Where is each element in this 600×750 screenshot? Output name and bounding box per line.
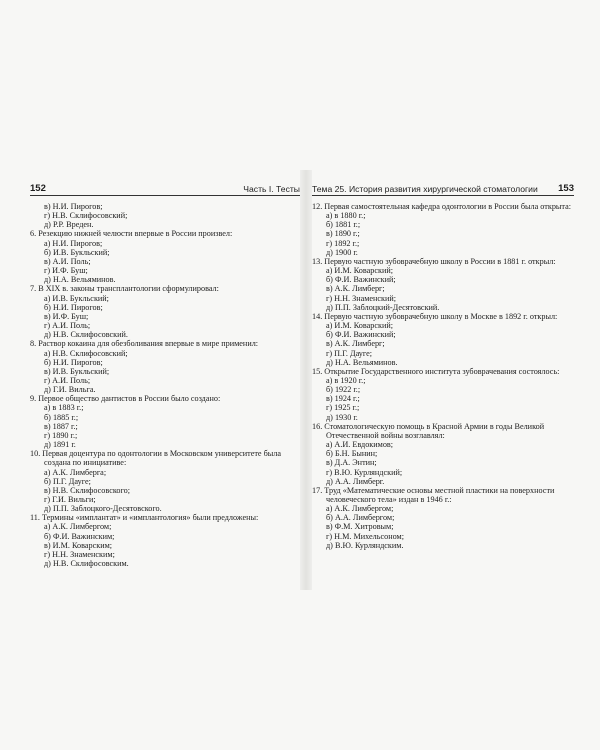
answer-option: а) Н.И. Пирогов; xyxy=(44,238,103,248)
answer-option: г) Г.И. Вильги; xyxy=(44,495,96,504)
question-block xyxy=(312,486,574,550)
answer-option: б) Б.Н. Бынин; xyxy=(326,449,378,459)
question-block xyxy=(312,367,574,422)
answer-option: г) 1925 г.; xyxy=(326,403,360,413)
question-block xyxy=(30,339,300,394)
answer-option: б) 1885 г.; xyxy=(44,412,79,422)
answer-option: д) Н.А. Вельяминов. xyxy=(326,357,398,367)
question-text: 13. Первую частную зубоврачебную школу в России в 1881 г. открыл: xyxy=(312,256,556,266)
question-block xyxy=(30,513,300,568)
left-page-header xyxy=(30,184,300,196)
answer-option: г) П.Г. Дауге; xyxy=(326,348,373,358)
answer-option: д) 1891 г. xyxy=(44,440,76,450)
question-block xyxy=(30,449,300,513)
answer-option: а) А.К. Лимберга; xyxy=(44,467,107,477)
question-block xyxy=(312,312,574,367)
question-block xyxy=(312,202,574,257)
answer-option: г) А.И. Поль; xyxy=(44,321,91,331)
left-question-list xyxy=(30,229,300,568)
question-text: 9. Первое общество дантистов в России было создано: xyxy=(30,394,221,404)
answer-option: в) И.М. Коварским; xyxy=(44,540,113,550)
answer-option: в) Д.А. Энтин; xyxy=(326,458,377,468)
answer-option: в) 1887 г.; xyxy=(44,421,78,431)
answer-option: д) В.Ю. Курляндским. xyxy=(326,540,404,550)
answer-option: г) 1890 г.; xyxy=(44,430,78,440)
answer-option: в) 1890 г.; xyxy=(326,229,360,239)
answer-option: а) И.В. Букльский; xyxy=(44,293,109,303)
right-page xyxy=(312,184,574,574)
answer-option: а) в 1883 г.; xyxy=(44,403,84,413)
answer-option: д) Н.А. Вельяминов. xyxy=(44,275,116,285)
answer-option: д) П.П. Заблоцкий-Десятовский. xyxy=(326,302,440,312)
answer-option: б) 1881 г.; xyxy=(326,220,361,230)
question-continuation xyxy=(30,202,300,229)
answer-option: д) Г.И. Вильга. xyxy=(44,385,96,395)
answer-option: г) 1892 г.; xyxy=(326,238,360,248)
right-question-list xyxy=(312,202,574,550)
answer-option: в) Н.И. Пирогов; xyxy=(44,202,103,211)
answer-option: б) И.В. Букльский; xyxy=(44,247,110,257)
answer-option: г) А.И. Поль; xyxy=(44,375,91,385)
answer-option: в) 1924 г.; xyxy=(326,394,360,404)
answer-option: а) в 1920 г.; xyxy=(326,375,366,385)
answer-option: г) И.Ф. Буш; xyxy=(44,266,88,276)
book-gutter xyxy=(300,170,312,590)
answer-option: г) В.Ю. Курляндский; xyxy=(326,467,403,477)
answer-option: в) А.И. Поль; xyxy=(44,256,91,266)
question-text: 14. Первую частную зубоврачебную школу в Москве в 1892 г. открыл: xyxy=(312,311,558,321)
left-page xyxy=(30,184,300,574)
answer-option: а) Н.В. Склифосовский; xyxy=(44,348,128,358)
answer-option: д) 1930 г. xyxy=(326,412,358,422)
question-text: 17. Труд «Математические основы местной пластики на поверхности человеческого тела» издан в 1946 г.: xyxy=(312,485,555,504)
answer-option: б) А.А. Лимбергом; xyxy=(326,513,395,523)
question-block xyxy=(30,229,300,284)
answer-option: а) в 1880 г.; xyxy=(326,211,366,221)
question-text: 7. В XIX в. законы трансплантологии сформулировал: xyxy=(30,284,219,294)
answer-option: д) А.А. Лимберг. xyxy=(326,476,385,486)
answer-option: д) Р.Р. Вреден. xyxy=(44,220,94,230)
answer-option: а) И.М. Коварский; xyxy=(326,266,394,276)
left-page-number: 152 xyxy=(30,183,46,194)
answer-option: в) И.В. Букльский; xyxy=(44,366,110,376)
answer-option: а) А.И. Евдокимов; xyxy=(326,440,394,450)
question-text: 15. Открытие Государственного института зубоврачевания состоялось: xyxy=(312,366,560,376)
question-text: 8. Раствор кокаина для обезболивания впервые в мире применил: xyxy=(30,339,259,349)
question-text: 11. Термины «имплантат» и «имплантология» были предложены: xyxy=(30,513,259,523)
answer-option: д) П.П. Заблоцкого-Десятовского. xyxy=(44,504,162,514)
answer-option: б) Ф.И. Важинским; xyxy=(44,531,115,541)
answer-option: б) Ф.И. Важинский; xyxy=(326,330,396,340)
question-text: 12. Первая самостоятельная кафедра одонтологии в России была открыта: xyxy=(312,202,571,211)
question-text: 6. Резекцию нижней челюсти впервые в России произвел: xyxy=(30,229,233,239)
question-text: 10. Первая доцентура по одонтологии в Московском университете была создана по инициативе: xyxy=(30,449,281,468)
answer-option: г) Н.В. Склифосовский; xyxy=(44,211,128,221)
answer-option: д) Н.В. Склифосовским. xyxy=(44,559,129,569)
question-block xyxy=(312,257,574,312)
question-block xyxy=(30,394,300,449)
right-page-number: 153 xyxy=(558,183,574,194)
answer-option: в) И.Ф. Буш; xyxy=(44,311,89,321)
answer-option: г) Н.Н. Знаменский; xyxy=(326,293,397,303)
answer-option: б) Ф.И. Важинский; xyxy=(326,275,396,285)
answer-option: в) А.К. Лимберг; xyxy=(326,284,385,294)
answer-option: а) А.К. Лимбергом; xyxy=(44,522,112,532)
answer-option: а) А.К. Лимбергом; xyxy=(326,504,394,514)
answer-option: д) 1900 г. xyxy=(326,247,358,257)
answer-option: б) Н.И. Пирогов; xyxy=(44,302,103,312)
answer-option: а) И.М. Коварский; xyxy=(326,321,394,331)
answer-option: б) 1922 г.; xyxy=(326,385,361,395)
question-block xyxy=(312,422,574,486)
right-page-header xyxy=(312,184,574,196)
answer-option: в) Ф.М. Хитровым; xyxy=(326,522,394,532)
answer-option: б) Н.И. Пирогов; xyxy=(44,357,103,367)
answer-option: г) Н.Н. Знаменским; xyxy=(44,549,115,559)
answer-option: д) Н.В. Склифосовский. xyxy=(44,330,128,340)
answer-option: в) Н.В. Склифосовского; xyxy=(44,485,131,495)
question-text: 16. Стоматологическую помощь в Красной Армии в годы Великой Отечественной войны возглавлял: xyxy=(312,421,545,440)
left-running-title: Часть I. Тесты xyxy=(243,184,300,194)
right-running-title: Тема 25. История развития хирургической стоматологии xyxy=(312,184,538,194)
answer-option: г) Н.М. Михельсоном; xyxy=(326,531,404,541)
answer-option: б) П.Г. Дауге; xyxy=(44,476,91,486)
question-block xyxy=(30,284,300,339)
answer-option: в) А.К. Лимберг; xyxy=(326,339,385,349)
